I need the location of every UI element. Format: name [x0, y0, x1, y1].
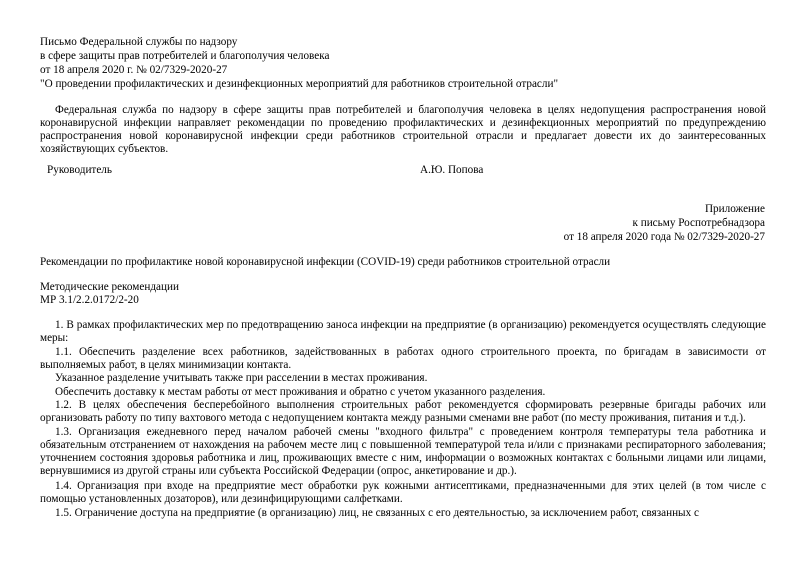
header-line-1: Письмо Федеральной службы по надзору: [40, 36, 238, 48]
paragraph-1-5: 1.5. Ограничение доступа на предприятие (в организацию) лиц, не связанных с его деятельностью, за исключением работ, связанных с: [55, 507, 699, 519]
signature-name: А.Ю. Попова: [420, 164, 484, 176]
paragraph-1-2: 1.2. В целях обеспечения бесперебойного выполнения строительных работ рекомендуется сформировать резервные бригады рабочих или организовать работу по типу вахтового метода с недопущением контакта между разными сменами вне работ (по месту проживания, питания и т.д.).: [40, 399, 766, 424]
signature-role: Руководитель: [47, 164, 112, 176]
paragraph-1-3: 1.3. Организация ежедневного перед началом рабочей смены "входного фильтра" с проведением контроля температуры тела работника и обязательным отстранением от нахождения на рабочем месте лиц с повышенной температурой тела и/или с признаками респираторного заболевания; уточнением состояния здоровья работника и лиц, проживающих вместе с ним, информации о возможных контактах с больными лицами или лицами, вернувшимися из другой страны или субъекта Российской Федерации (опрос, анкетирование и др.).: [40, 426, 766, 477]
header-line-2: в сфере защиты прав потребителей и благополучия человека: [40, 50, 330, 62]
appendix-line-1: Приложение: [704, 203, 765, 215]
appendix-line-3: от 18 апреля 2020 года № 02/7329-2020-27: [563, 231, 765, 243]
paragraph-1-1: 1.1. Обеспечить разделение всех работников, задействованных в работах одного строительного проекта, по бригадам в зависимости от выполняемых работ, в целях минимизации контакта.: [40, 346, 766, 371]
recommendations-title: Рекомендации по профилактике новой коронавирусной инфекции (COVID-19) среди работников строительной отрасли: [40, 256, 611, 268]
paragraph-1-4: 1.4. Организация при входе на предприятие мест обработки рук кожными антисептиками, предназначенными для этих целей (в том числе с помощью установленных дозаторов), или дезинфицирующими салфетками.: [40, 480, 766, 505]
paragraph-1-1-b: Обеспечить доставку к местам работы от мест проживания и обратно с учетом указанного разделения.: [55, 386, 546, 398]
intro-paragraph: Федеральная служба по надзору в сфере защиты прав потребителей и благополучия человека в целях недопущения распространения новой коронавирусной инфекции направляет рекомендации по проведению профилактических и дезинфекционных мероприятий по предупреждению распространения новой коронавирусной инфекции среди работников строительной отрасли и предлагает довести их до заинтересованных хозяйствующих субъектов.: [40, 104, 766, 155]
method-line-1: Методические рекомендации: [40, 281, 179, 293]
header-line-4: "О проведении профилактических и дезинфекционных мероприятий для работников строительной отрасли": [40, 78, 559, 90]
paragraph-1: 1. В рамках профилактических мер по предотвращению заноса инфекции на предприятие (в организацию) рекомендуется осуществлять следующие меры:: [40, 319, 766, 344]
header-line-3: от 18 апреля 2020 г. № 02/7329-2020-27: [40, 64, 228, 76]
method-line-2: МР 3.1/2.2.0172/2-20: [40, 294, 139, 306]
paragraph-1-1-a: Указанное разделение учитывать также при расселении в местах проживания.: [55, 372, 428, 384]
appendix-line-2: к письму Роспотребнадзора: [632, 217, 765, 229]
